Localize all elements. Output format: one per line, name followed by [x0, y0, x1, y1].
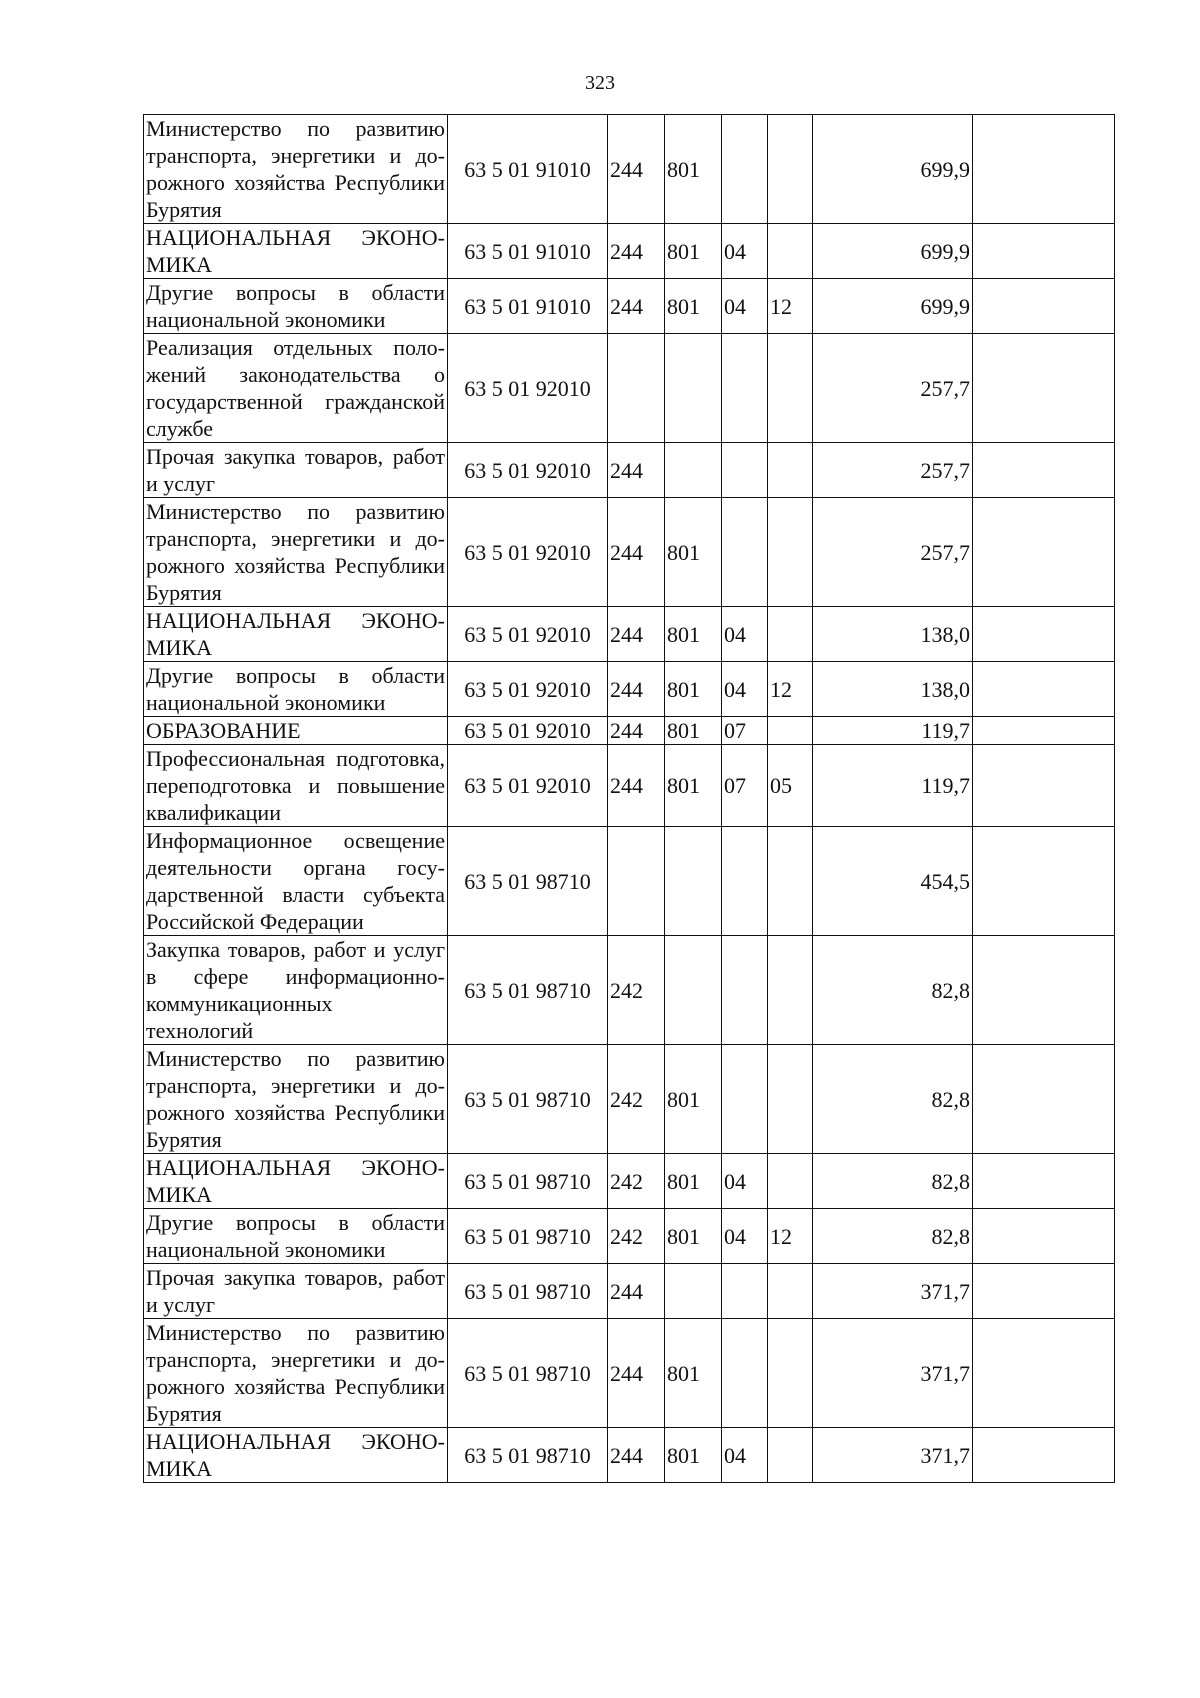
extra-cell: [973, 498, 1115, 607]
subsection-code: [768, 443, 813, 498]
section-code: [722, 498, 768, 607]
subsection-code: [768, 607, 813, 662]
subsection-code: 05: [768, 745, 813, 827]
section-code: 04: [722, 662, 768, 717]
amount-value: 699,9: [813, 224, 973, 279]
amount-value: 371,7: [813, 1428, 973, 1483]
line-item-name: НАЦИОНАЛЬНАЯ ЭКОНОМИКА: [144, 1154, 448, 1209]
ministry-code: 801: [665, 498, 722, 607]
line-item-name: Информационное освещение деятельности органа государственной власти субъекта Российской Федерации: [144, 827, 448, 936]
table-row: [144, 1154, 1115, 1209]
line-item-name: Министерство по развитию транспорта, энергетики и дорожного хозяйства Республики Бурятия: [144, 498, 448, 607]
extra-cell: [973, 334, 1115, 443]
ministry-code: 801: [665, 662, 722, 717]
target-article-code: 63 5 01 91010: [448, 279, 608, 334]
expense-type-code: 244: [608, 1428, 665, 1483]
line-item-name: НАЦИОНАЛЬНАЯ ЭКОНОМИКА: [144, 607, 448, 662]
table-row: [144, 607, 1115, 662]
extra-cell: [973, 662, 1115, 717]
line-item-name: Другие вопросы в области национальной экономики: [144, 279, 448, 334]
line-item-name: Прочая закупка товаров, работ и услуг: [144, 1264, 448, 1319]
expense-type-code: [608, 827, 665, 936]
amount-value: 257,7: [813, 334, 973, 443]
section-code: 04: [722, 224, 768, 279]
extra-cell: [973, 1209, 1115, 1264]
expense-type-code: 244: [608, 224, 665, 279]
extra-cell: [973, 224, 1115, 279]
expense-type-code: 244: [608, 717, 665, 745]
expense-type-code: 244: [608, 115, 665, 224]
section-code: [722, 334, 768, 443]
table-row: [144, 1209, 1115, 1264]
line-item-name: НАЦИОНАЛЬНАЯ ЭКОНОМИКА: [144, 224, 448, 279]
subsection-code: [768, 1264, 813, 1319]
table-row: [144, 1428, 1115, 1483]
ministry-code: 801: [665, 1428, 722, 1483]
target-article-code: 63 5 01 98710: [448, 1045, 608, 1154]
ministry-code: 801: [665, 1045, 722, 1154]
ministry-code: 801: [665, 745, 722, 827]
subsection-code: [768, 936, 813, 1045]
line-item-name: ОБРАЗОВАНИЕ: [144, 717, 448, 745]
expense-type-code: 244: [608, 662, 665, 717]
line-item-name: Закупка товаров, работ и услуг в сфере информационно-коммуникационных технологий: [144, 936, 448, 1045]
table-row: [144, 1264, 1115, 1319]
extra-cell: [973, 717, 1115, 745]
expense-type-code: [608, 334, 665, 443]
section-code: 04: [722, 1428, 768, 1483]
section-code: 04: [722, 279, 768, 334]
expense-type-code: 244: [608, 1319, 665, 1428]
subsection-code: [768, 717, 813, 745]
extra-cell: [973, 607, 1115, 662]
subsection-code: 12: [768, 662, 813, 717]
expense-type-code: 244: [608, 498, 665, 607]
section-code: 07: [722, 717, 768, 745]
table-row: [144, 115, 1115, 224]
target-article-code: 63 5 01 98710: [448, 1154, 608, 1209]
section-code: [722, 443, 768, 498]
line-item-name: Министерство по развитию транспорта, энергетики и дорожного хозяйства Республики Бурятия: [144, 1045, 448, 1154]
extra-cell: [973, 1319, 1115, 1428]
line-item-name: Прочая закупка товаров, работ и услуг: [144, 443, 448, 498]
ministry-code: 801: [665, 279, 722, 334]
ministry-code: [665, 936, 722, 1045]
table-row: [144, 224, 1115, 279]
line-item-name: Министерство по развитию транспорта, энергетики и дорожного хозяйства Республики Бурятия: [144, 115, 448, 224]
extra-cell: [973, 936, 1115, 1045]
table-row: [144, 827, 1115, 936]
ministry-code: 801: [665, 607, 722, 662]
expense-type-code: 242: [608, 936, 665, 1045]
ministry-code: [665, 443, 722, 498]
table-row: [144, 334, 1115, 443]
amount-value: 82,8: [813, 1209, 973, 1264]
amount-value: 82,8: [813, 936, 973, 1045]
subsection-code: [768, 827, 813, 936]
ministry-code: 801: [665, 115, 722, 224]
subsection-code: [768, 115, 813, 224]
target-article-code: 63 5 01 92010: [448, 745, 608, 827]
expense-type-code: 244: [608, 279, 665, 334]
line-item-name: Министерство по развитию транспорта, энергетики и дорожного хозяйства Республики Бурятия: [144, 1319, 448, 1428]
subsection-code: [768, 1045, 813, 1154]
target-article-code: 63 5 01 98710: [448, 1428, 608, 1483]
extra-cell: [973, 279, 1115, 334]
target-article-code: 63 5 01 91010: [448, 224, 608, 279]
line-item-name: Профессиональная подготовка, переподготовка и повышение квалификации: [144, 745, 448, 827]
extra-cell: [973, 745, 1115, 827]
section-code: [722, 936, 768, 1045]
subsection-code: [768, 1154, 813, 1209]
section-code: [722, 1264, 768, 1319]
table-row: [144, 745, 1115, 827]
ministry-code: [665, 827, 722, 936]
amount-value: 699,9: [813, 115, 973, 224]
amount-value: 257,7: [813, 498, 973, 607]
subsection-code: [768, 224, 813, 279]
amount-value: 454,5: [813, 827, 973, 936]
ministry-code: 801: [665, 224, 722, 279]
ministry-code: 801: [665, 1319, 722, 1428]
section-code: [722, 1045, 768, 1154]
target-article-code: 63 5 01 98710: [448, 827, 608, 936]
section-code: 04: [722, 1209, 768, 1264]
amount-value: 119,7: [813, 717, 973, 745]
subsection-code: [768, 1428, 813, 1483]
line-item-name: Другие вопросы в области национальной экономики: [144, 662, 448, 717]
ministry-code: [665, 334, 722, 443]
amount-value: 371,7: [813, 1264, 973, 1319]
table-row: [144, 662, 1115, 717]
extra-cell: [973, 443, 1115, 498]
subsection-code: 12: [768, 279, 813, 334]
expense-type-code: 242: [608, 1045, 665, 1154]
line-item-name: НАЦИОНАЛЬНАЯ ЭКОНОМИКА: [144, 1428, 448, 1483]
ministry-code: [665, 1264, 722, 1319]
target-article-code: 63 5 01 92010: [448, 717, 608, 745]
amount-value: 699,9: [813, 279, 973, 334]
table-row: [144, 936, 1115, 1045]
ministry-code: 801: [665, 717, 722, 745]
expense-type-code: 242: [608, 1154, 665, 1209]
section-code: 04: [722, 1154, 768, 1209]
extra-cell: [973, 827, 1115, 936]
amount-value: 371,7: [813, 1319, 973, 1428]
table-body: [144, 115, 1115, 1483]
amount-value: 138,0: [813, 662, 973, 717]
ministry-code: 801: [665, 1209, 722, 1264]
amount-value: 82,8: [813, 1045, 973, 1154]
section-code: 07: [722, 745, 768, 827]
target-article-code: 63 5 01 91010: [448, 115, 608, 224]
section-code: [722, 115, 768, 224]
target-article-code: 63 5 01 98710: [448, 1264, 608, 1319]
line-item-name: Другие вопросы в области национальной экономики: [144, 1209, 448, 1264]
target-article-code: 63 5 01 98710: [448, 936, 608, 1045]
expense-type-code: 244: [608, 745, 665, 827]
page-number: 323: [585, 72, 615, 94]
subsection-code: 12: [768, 1209, 813, 1264]
amount-value: 82,8: [813, 1154, 973, 1209]
subsection-code: [768, 334, 813, 443]
target-article-code: 63 5 01 92010: [448, 334, 608, 443]
target-article-code: 63 5 01 92010: [448, 662, 608, 717]
extra-cell: [973, 1264, 1115, 1319]
amount-value: 138,0: [813, 607, 973, 662]
budget-table: [143, 114, 1115, 1483]
extra-cell: [973, 1428, 1115, 1483]
table-row: [144, 498, 1115, 607]
subsection-code: [768, 498, 813, 607]
ministry-code: 801: [665, 1154, 722, 1209]
line-item-name: Реализация отдельных положений законодательства о государственной гражданской службе: [144, 334, 448, 443]
extra-cell: [973, 1045, 1115, 1154]
expense-type-code: 244: [608, 607, 665, 662]
target-article-code: 63 5 01 98710: [448, 1319, 608, 1428]
extra-cell: [973, 1154, 1115, 1209]
target-article-code: 63 5 01 92010: [448, 607, 608, 662]
table-row: [144, 443, 1115, 498]
target-article-code: 63 5 01 92010: [448, 498, 608, 607]
amount-value: 257,7: [813, 443, 973, 498]
target-article-code: 63 5 01 98710: [448, 1209, 608, 1264]
expense-type-code: 242: [608, 1209, 665, 1264]
expense-type-code: 244: [608, 443, 665, 498]
subsection-code: [768, 1319, 813, 1428]
extra-cell: [973, 115, 1115, 224]
table-row: [144, 1045, 1115, 1154]
table-row: [144, 717, 1115, 745]
section-code: [722, 1319, 768, 1428]
section-code: 04: [722, 607, 768, 662]
table-row: [144, 1319, 1115, 1428]
amount-value: 119,7: [813, 745, 973, 827]
section-code: [722, 827, 768, 936]
table-row: [144, 279, 1115, 334]
target-article-code: 63 5 01 92010: [448, 443, 608, 498]
expense-type-code: 244: [608, 1264, 665, 1319]
